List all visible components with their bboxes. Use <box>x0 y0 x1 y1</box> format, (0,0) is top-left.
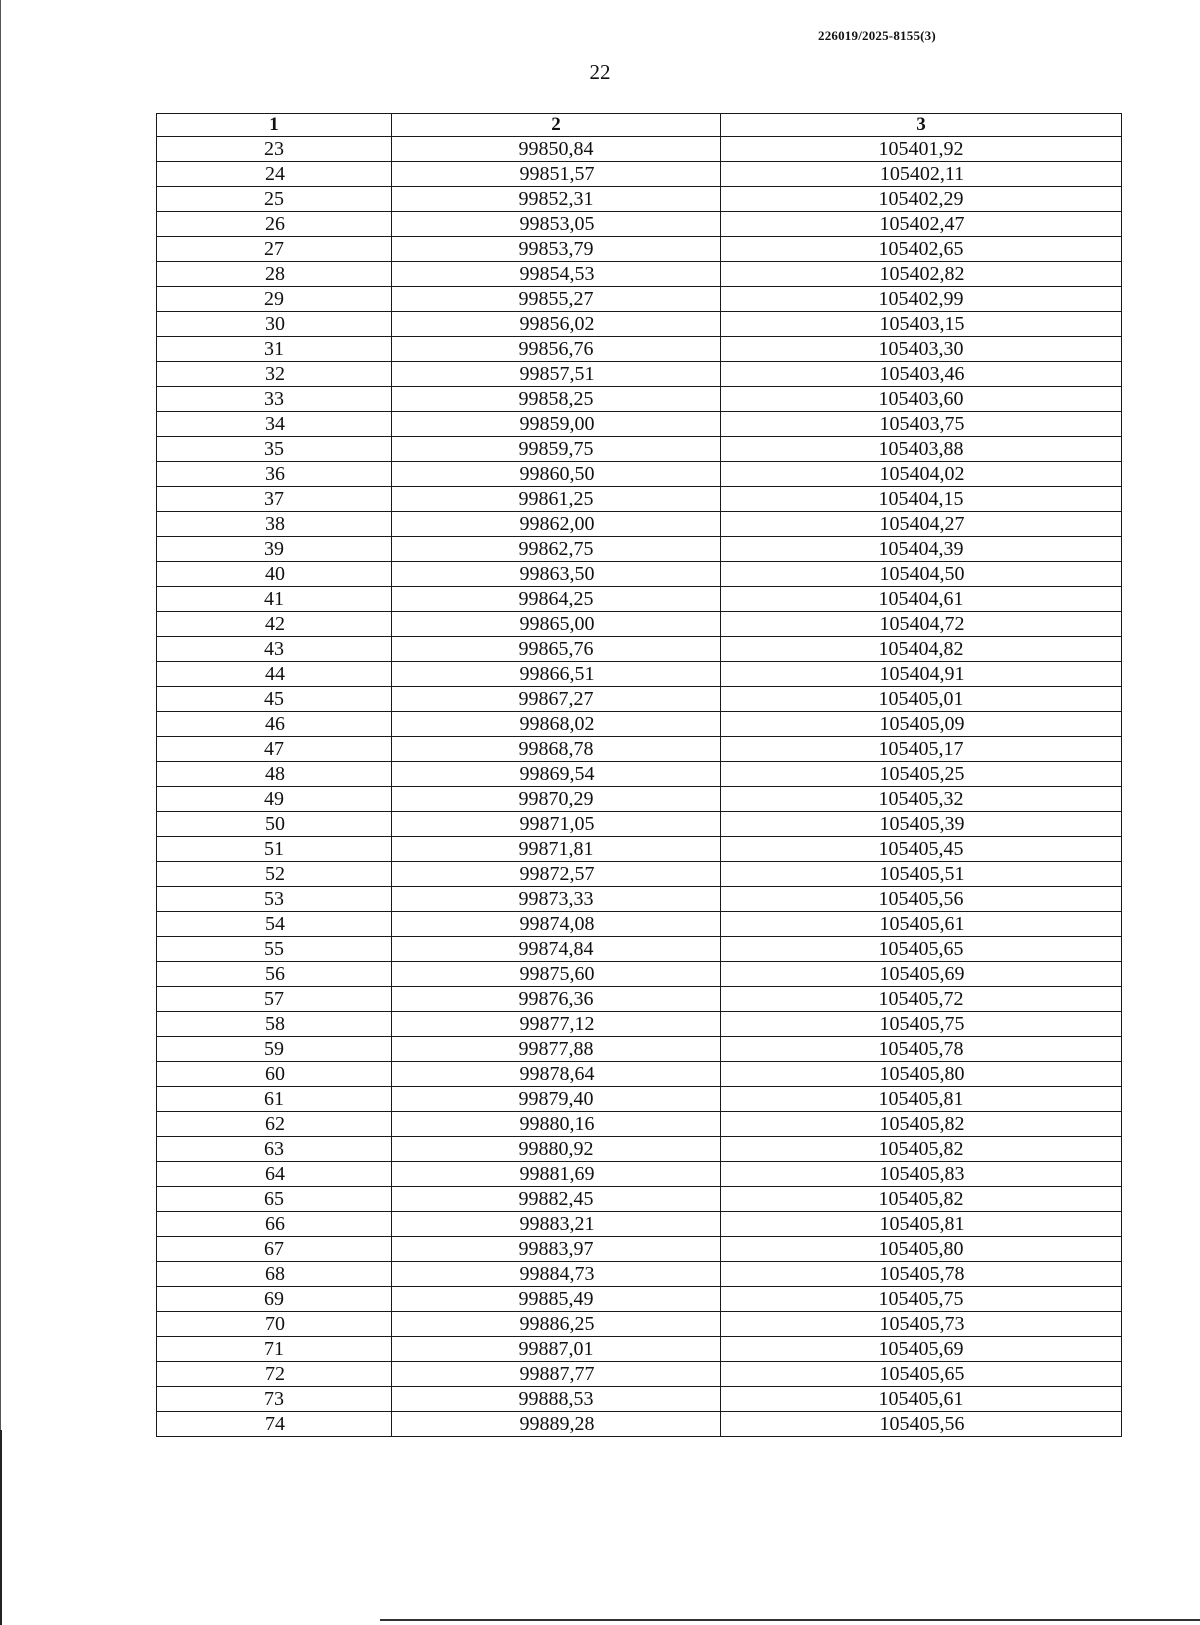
coordinate-x-cell: 99887,01 <box>392 1337 721 1362</box>
coordinate-y-cell: 105405,09 <box>722 712 1123 737</box>
coordinate-y-cell: 105405,56 <box>722 1412 1123 1437</box>
point-number-cell: 62 <box>158 1112 393 1137</box>
scan-left-edge-shadow <box>0 1430 2 1625</box>
coordinate-x-cell: 99870,29 <box>392 787 721 812</box>
coordinate-y-cell: 105405,81 <box>722 1212 1123 1237</box>
point-number-cell: 56 <box>158 962 393 987</box>
coordinate-y-cell: 105403,75 <box>722 412 1123 437</box>
point-number-cell: 55 <box>157 937 392 962</box>
coordinate-y-cell: 105405,78 <box>722 1262 1123 1287</box>
page-number: 22 <box>589 60 611 84</box>
point-number-cell: 47 <box>157 737 392 762</box>
coordinate-x-cell: 99889,28 <box>393 1412 722 1437</box>
coordinate-y-cell: 105404,15 <box>721 487 1122 512</box>
point-number-cell: 52 <box>158 862 393 887</box>
coordinate-y-cell: 105405,83 <box>722 1162 1123 1187</box>
coordinate-x-cell: 99856,76 <box>392 337 721 362</box>
coordinate-y-cell: 105405,69 <box>721 1337 1122 1362</box>
coordinate-x-cell: 99850,84 <box>392 137 721 162</box>
coordinate-x-cell: 99863,50 <box>393 562 722 587</box>
coordinate-x-cell: 99873,33 <box>392 887 721 912</box>
scan-left-edge <box>0 0 1 1625</box>
point-number-cell: 33 <box>157 387 392 412</box>
table-row <box>157 387 1122 412</box>
coordinate-x-cell: 99865,76 <box>392 637 721 662</box>
table-row <box>157 637 1122 662</box>
point-number-cell: 31 <box>157 337 392 362</box>
scan-bottom-edge <box>380 1619 1200 1621</box>
coordinate-y-cell: 105405,80 <box>722 1062 1123 1087</box>
coordinate-y-cell: 105404,39 <box>721 537 1122 562</box>
table-row <box>157 237 1122 262</box>
coordinate-x-cell: 99884,73 <box>393 1262 722 1287</box>
table-row <box>157 187 1122 212</box>
point-number-cell: 68 <box>158 1262 393 1287</box>
table-row <box>157 612 1122 637</box>
point-number-cell: 30 <box>158 312 393 337</box>
point-number-cell: 36 <box>158 462 393 487</box>
point-number-cell: 37 <box>157 487 392 512</box>
table-row <box>157 437 1122 462</box>
point-number-cell: 73 <box>157 1387 392 1412</box>
coordinate-y-cell: 105405,75 <box>721 1287 1122 1312</box>
coordinate-y-cell: 105405,65 <box>721 937 1122 962</box>
table-row <box>157 987 1122 1012</box>
coordinate-y-cell: 105405,39 <box>722 812 1123 837</box>
coordinate-x-cell: 99851,57 <box>393 162 722 187</box>
coordinate-y-cell: 105401,92 <box>721 137 1122 162</box>
table-row <box>157 962 1122 987</box>
column-header-3: 3 <box>721 114 1122 137</box>
point-number-cell: 24 <box>158 162 393 187</box>
table-row <box>157 662 1122 687</box>
point-number-cell: 25 <box>157 187 392 212</box>
coordinate-y-cell: 105405,75 <box>722 1012 1123 1037</box>
coordinate-y-cell: 105404,82 <box>721 637 1122 662</box>
point-number-cell: 45 <box>157 687 392 712</box>
coordinate-x-cell: 99888,53 <box>392 1387 721 1412</box>
coordinate-y-cell: 105404,50 <box>722 562 1123 587</box>
table-row <box>157 762 1122 787</box>
coordinate-y-cell: 105402,11 <box>722 162 1123 187</box>
point-number-cell: 46 <box>158 712 393 737</box>
coordinate-x-cell: 99868,78 <box>392 737 721 762</box>
table-row <box>157 1337 1122 1362</box>
table-row <box>157 487 1122 512</box>
table-row <box>157 212 1122 237</box>
coordinate-y-cell: 105405,81 <box>721 1087 1122 1112</box>
coordinate-x-cell: 99852,31 <box>392 187 721 212</box>
coordinate-x-cell: 99861,25 <box>392 487 721 512</box>
point-number-cell: 70 <box>158 1312 393 1337</box>
table-row <box>157 412 1122 437</box>
point-number-cell: 29 <box>157 287 392 312</box>
coordinate-x-cell: 99862,00 <box>393 512 722 537</box>
point-number-cell: 35 <box>157 437 392 462</box>
coordinate-x-cell: 99859,00 <box>393 412 722 437</box>
coordinate-x-cell: 99868,02 <box>393 712 722 737</box>
coordinate-y-cell: 105403,30 <box>721 337 1122 362</box>
point-number-cell: 74 <box>158 1412 393 1437</box>
coordinate-y-cell: 105402,82 <box>722 262 1123 287</box>
coordinate-x-cell: 99867,27 <box>392 687 721 712</box>
point-number-cell: 64 <box>158 1162 393 1187</box>
table-row <box>157 1387 1122 1412</box>
coordinate-x-cell: 99875,60 <box>393 962 722 987</box>
table-row <box>157 1237 1122 1262</box>
coordinate-y-cell: 105402,29 <box>721 187 1122 212</box>
table-row <box>157 1287 1122 1312</box>
coordinate-y-cell: 105405,73 <box>722 1312 1123 1337</box>
table-row <box>157 587 1122 612</box>
table-row <box>157 1212 1122 1237</box>
table-row <box>157 937 1122 962</box>
coordinate-y-cell: 105404,61 <box>721 587 1122 612</box>
table-row <box>157 712 1122 737</box>
coordinate-y-cell: 105405,17 <box>721 737 1122 762</box>
coordinate-y-cell: 105402,99 <box>721 287 1122 312</box>
coordinate-x-cell: 99880,16 <box>393 1112 722 1137</box>
coordinate-y-cell: 105405,82 <box>721 1187 1122 1212</box>
coordinate-x-cell: 99866,51 <box>393 662 722 687</box>
point-number-cell: 43 <box>157 637 392 662</box>
column-header-1: 1 <box>157 114 392 137</box>
table-row <box>157 562 1122 587</box>
coordinate-x-cell: 99877,88 <box>392 1037 721 1062</box>
point-number-cell: 32 <box>158 362 393 387</box>
table-row <box>157 1137 1122 1162</box>
point-number-cell: 71 <box>157 1337 392 1362</box>
coordinate-y-cell: 105405,61 <box>722 912 1123 937</box>
coordinate-y-cell: 105403,46 <box>722 362 1123 387</box>
coordinate-y-cell: 105403,60 <box>721 387 1122 412</box>
coordinate-y-cell: 105405,51 <box>722 862 1123 887</box>
table-row <box>157 537 1122 562</box>
table-row <box>157 462 1122 487</box>
coordinate-x-cell: 99883,21 <box>393 1212 722 1237</box>
table-row <box>157 1362 1122 1387</box>
table-row <box>157 312 1122 337</box>
table-row <box>157 512 1122 537</box>
point-number-cell: 42 <box>158 612 393 637</box>
table-row <box>157 912 1122 937</box>
point-number-cell: 26 <box>158 212 393 237</box>
coordinate-x-cell: 99877,12 <box>393 1012 722 1037</box>
table-row <box>157 287 1122 312</box>
coordinate-x-cell: 99887,77 <box>393 1362 722 1387</box>
table-row <box>157 1412 1122 1437</box>
coordinate-x-cell: 99854,53 <box>393 262 722 287</box>
table-row <box>157 862 1122 887</box>
coordinate-x-cell: 99885,49 <box>392 1287 721 1312</box>
table-row <box>157 687 1122 712</box>
coordinate-x-cell: 99879,40 <box>392 1087 721 1112</box>
document-id: 226019/2025-8155(3) <box>818 28 936 43</box>
coordinate-x-cell: 99880,92 <box>392 1137 721 1162</box>
table-row <box>157 262 1122 287</box>
coordinate-y-cell: 105405,56 <box>721 887 1122 912</box>
table-row <box>157 787 1122 812</box>
coordinate-x-cell: 99872,57 <box>393 862 722 887</box>
point-number-cell: 59 <box>157 1037 392 1062</box>
point-number-cell: 49 <box>157 787 392 812</box>
point-number-cell: 66 <box>158 1212 393 1237</box>
coordinate-x-cell: 99878,64 <box>393 1062 722 1087</box>
coordinate-y-cell: 105404,72 <box>722 612 1123 637</box>
table-row <box>157 1062 1122 1087</box>
coordinate-x-cell: 99860,50 <box>393 462 722 487</box>
coordinate-x-cell: 99855,27 <box>392 287 721 312</box>
point-number-cell: 39 <box>157 537 392 562</box>
coordinate-x-cell: 99886,25 <box>393 1312 722 1337</box>
table-row <box>157 1037 1122 1062</box>
coordinate-y-cell: 105405,72 <box>721 987 1122 1012</box>
coordinate-y-cell: 105405,82 <box>722 1112 1123 1137</box>
coordinate-x-cell: 99858,25 <box>392 387 721 412</box>
coordinate-y-cell: 105405,25 <box>722 762 1123 787</box>
point-number-cell: 63 <box>157 1137 392 1162</box>
table-row <box>157 837 1122 862</box>
point-number-cell: 65 <box>157 1187 392 1212</box>
point-number-cell: 51 <box>157 837 392 862</box>
coordinate-x-cell: 99874,84 <box>392 937 721 962</box>
table-row <box>157 137 1122 162</box>
coordinate-y-cell: 105404,91 <box>722 662 1123 687</box>
point-number-cell: 48 <box>158 762 393 787</box>
table-row <box>157 1162 1122 1187</box>
coordinate-x-cell: 99859,75 <box>392 437 721 462</box>
point-number-cell: 69 <box>157 1287 392 1312</box>
coordinate-x-cell: 99856,02 <box>393 312 722 337</box>
point-number-cell: 53 <box>157 887 392 912</box>
coordinate-x-cell: 99853,05 <box>393 212 722 237</box>
coordinate-x-cell: 99865,00 <box>393 612 722 637</box>
table-row <box>157 812 1122 837</box>
coordinate-x-cell: 99871,81 <box>392 837 721 862</box>
point-number-cell: 44 <box>158 662 393 687</box>
point-number-cell: 50 <box>158 812 393 837</box>
point-number-cell: 54 <box>158 912 393 937</box>
table-body <box>157 137 1122 1437</box>
point-number-cell: 34 <box>158 412 393 437</box>
table-header-row <box>157 114 1122 137</box>
coordinate-x-cell: 99883,97 <box>392 1237 721 1262</box>
coordinate-x-cell: 99882,45 <box>392 1187 721 1212</box>
table-row <box>157 1012 1122 1037</box>
point-number-cell: 58 <box>158 1012 393 1037</box>
coordinate-y-cell: 105404,27 <box>722 512 1123 537</box>
point-number-cell: 38 <box>158 512 393 537</box>
coordinate-y-cell: 105404,02 <box>722 462 1123 487</box>
table-row <box>157 337 1122 362</box>
coordinate-y-cell: 105403,88 <box>721 437 1122 462</box>
coordinate-x-cell: 99857,51 <box>393 362 722 387</box>
table-row <box>157 737 1122 762</box>
coordinate-x-cell: 99871,05 <box>393 812 722 837</box>
point-number-cell: 72 <box>158 1362 393 1387</box>
table-row <box>157 1087 1122 1112</box>
coordinate-x-cell: 99876,36 <box>392 987 721 1012</box>
coordinate-y-cell: 105405,32 <box>721 787 1122 812</box>
coordinate-y-cell: 105403,15 <box>722 312 1123 337</box>
point-number-cell: 60 <box>158 1062 393 1087</box>
point-number-cell: 28 <box>158 262 393 287</box>
coordinate-x-cell: 99864,25 <box>392 587 721 612</box>
table-row <box>157 1187 1122 1212</box>
coordinate-x-cell: 99869,54 <box>393 762 722 787</box>
point-number-cell: 23 <box>157 137 392 162</box>
point-number-cell: 61 <box>157 1087 392 1112</box>
coordinate-y-cell: 105405,01 <box>721 687 1122 712</box>
table-row <box>157 1312 1122 1337</box>
coordinates-table <box>156 113 1122 1437</box>
table-row <box>157 1112 1122 1137</box>
coordinate-y-cell: 105405,65 <box>722 1362 1123 1387</box>
coordinate-x-cell: 99853,79 <box>392 237 721 262</box>
point-number-cell: 41 <box>157 587 392 612</box>
coordinate-x-cell: 99881,69 <box>393 1162 722 1187</box>
table-row <box>157 362 1122 387</box>
coordinate-y-cell: 105402,65 <box>721 237 1122 262</box>
table-row <box>157 162 1122 187</box>
coordinate-y-cell: 105405,78 <box>721 1037 1122 1062</box>
coordinate-y-cell: 105402,47 <box>722 212 1123 237</box>
coordinate-y-cell: 105405,82 <box>721 1137 1122 1162</box>
coordinate-y-cell: 105405,61 <box>721 1387 1122 1412</box>
point-number-cell: 40 <box>158 562 393 587</box>
coordinate-x-cell: 99874,08 <box>393 912 722 937</box>
coordinate-x-cell: 99862,75 <box>392 537 721 562</box>
point-number-cell: 57 <box>157 987 392 1012</box>
table-row <box>157 887 1122 912</box>
point-number-cell: 67 <box>157 1237 392 1262</box>
table-row <box>157 1262 1122 1287</box>
column-header-2: 2 <box>392 114 721 137</box>
coordinate-y-cell: 105405,45 <box>721 837 1122 862</box>
point-number-cell: 27 <box>157 237 392 262</box>
coordinate-y-cell: 105405,69 <box>722 962 1123 987</box>
coordinate-y-cell: 105405,80 <box>721 1237 1122 1262</box>
